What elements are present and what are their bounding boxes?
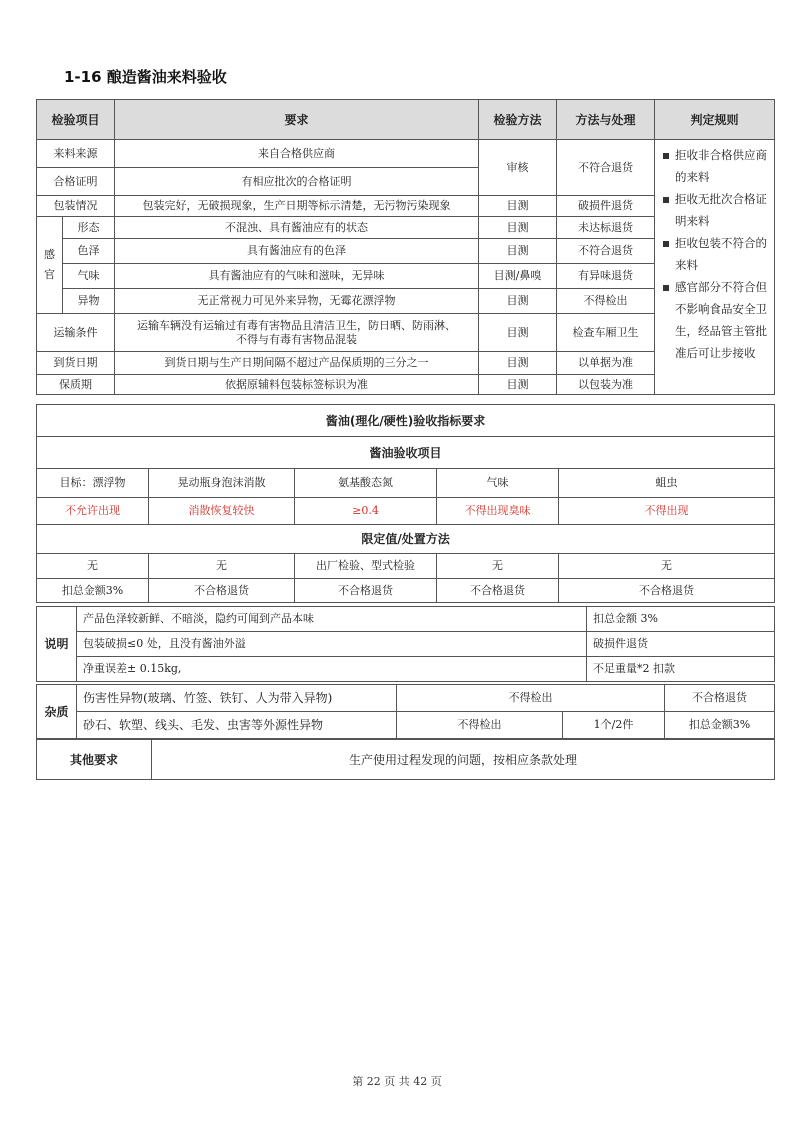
soy-criterion: ≥0.4 (295, 498, 437, 525)
soy-item: 蛆虫 (559, 469, 775, 498)
header-handling: 方法与处理 (557, 100, 655, 140)
page-footer: 第 22 页 共 42 页 (352, 1075, 442, 1088)
sense-group-label: 感官 (37, 217, 63, 314)
req-shape: 不混浊、具有酱油应有的状态 (115, 217, 479, 239)
handle-color: 不符合退货 (557, 239, 655, 264)
table-row (37, 579, 775, 603)
soy-item: 目标：漂浮物 (37, 469, 149, 498)
method-shape: 目测 (479, 217, 557, 239)
other-table (36, 739, 775, 780)
item-foreign: 异物 (63, 289, 115, 314)
handle-audit: 不符合退货 (557, 140, 655, 196)
req-transport-line2: 不得与有毒有害物品混装 (236, 332, 358, 346)
section-title-row (37, 405, 775, 437)
other-label: 其他要求 (37, 740, 152, 780)
method-foreign: 目测 (479, 289, 557, 314)
table-row (37, 607, 775, 632)
limit-value: 出厂检验、型式检验 (295, 554, 437, 579)
handle-smell: 有异味退货 (557, 264, 655, 289)
rule-item: 感官部分不符合但不影响食品安全卫生，经品管主管批准后可让步接收 (663, 276, 770, 364)
item-smell: 气味 (63, 264, 115, 289)
note-text: 产品色泽较新鲜、不暗淡，隐约可闻到产品本味 (77, 607, 587, 632)
method-arrival: 目测 (479, 352, 557, 375)
limit-action: 不合格退货 (149, 579, 295, 603)
item-transport: 运输条件 (37, 314, 115, 352)
soy-section-title: 酱油(理化/硬性)验收指标要求 (37, 405, 775, 437)
notes-label: 说明 (37, 607, 77, 682)
req-foreign: 无正常视力可见外来异物，无霉花漂浮物 (115, 289, 479, 314)
impurity-label: 杂质 (37, 685, 77, 739)
table-row (37, 657, 775, 682)
square-bullet-icon (663, 241, 669, 247)
note-action: 不足重量*2 扣款 (587, 657, 775, 682)
soy-criterion: 不允许出现 (37, 498, 149, 525)
limit-action: 扣总金额3% (37, 579, 149, 603)
req-transport-line1: 运输车辆没有运输过有毒有害物品且清洁卫生，防日晒、防雨淋、 (137, 318, 457, 332)
req-shelf: 依据原辅料包装标签标识为准 (115, 375, 479, 395)
square-bullet-icon (663, 153, 669, 159)
header-item: 检验项目 (37, 100, 115, 140)
table-row (37, 554, 775, 579)
method-transport: 目测 (479, 314, 557, 352)
item-color: 色泽 (63, 239, 115, 264)
soy-criterion: 不得出现臭味 (437, 498, 559, 525)
impurity-action: 扣总金额3% (665, 712, 775, 739)
item-pack: 包装情况 (37, 196, 115, 217)
table-row (37, 469, 775, 498)
section-title-row (37, 525, 775, 554)
method-pack: 目测 (479, 196, 557, 217)
note-action: 破损件退货 (587, 632, 775, 657)
method-shelf: 目测 (479, 375, 557, 395)
inspection-table (36, 99, 775, 395)
req-arrival: 到货日期与生产日期间隔不超过产品保质期的三分之一 (115, 352, 479, 375)
limit-value: 无 (437, 554, 559, 579)
other-text: 生产使用过程发现的问题，按相应条款处理 (152, 740, 775, 780)
table-row (37, 498, 775, 525)
note-text: 包装破损≤0 处，且没有酱油外溢 (77, 632, 587, 657)
req-cert: 有相应批次的合格证明 (115, 168, 479, 196)
handle-shape: 未达标退货 (557, 217, 655, 239)
soy-items-title: 酱油验收项目 (37, 437, 775, 469)
limit-action: 不合格退货 (295, 579, 437, 603)
method-audit: 审核 (479, 140, 557, 196)
table-row (37, 685, 775, 712)
item-shape: 形态 (63, 217, 115, 239)
impurity-action: 不合格退货 (665, 685, 775, 712)
item-arrival: 到货日期 (37, 352, 115, 375)
soy-criterion: 不得出现 (559, 498, 775, 525)
note-text: 净重误差± 0.15kg, (77, 657, 587, 682)
req-source: 来自合格供应商 (115, 140, 479, 168)
limit-title: 限定值/处置方法 (37, 525, 775, 554)
soy-criterion: 消散恢复较快 (149, 498, 295, 525)
limit-action: 不合格退货 (437, 579, 559, 603)
square-bullet-icon (663, 285, 669, 291)
table-row (37, 740, 775, 780)
impurity-text: 砂石、软塑、线头、毛发、虫害等外源性异物 (77, 712, 397, 739)
limit-value: 无 (149, 554, 295, 579)
notes-table (36, 606, 775, 682)
req-transport (115, 314, 479, 352)
table-header-row (37, 100, 775, 140)
req-smell: 具有酱油应有的气味和滋味，无异味 (115, 264, 479, 289)
req-pack: 包装完好，无破损现象，生产日期等标示清楚，无污物污染现象 (115, 196, 479, 217)
handle-foreign: 不得检出 (557, 289, 655, 314)
table-row (37, 712, 775, 739)
item-cert: 合格证明 (37, 168, 115, 196)
section-title-row (37, 437, 775, 469)
rule-item: 拒收无批次合格证明来料 (663, 188, 770, 232)
square-bullet-icon (663, 197, 669, 203)
impurity-detect: 不得检出 (397, 712, 563, 739)
header-rule: 判定规则 (655, 100, 775, 140)
judgement-rules (655, 140, 775, 395)
soy-indicator-table (36, 404, 775, 603)
handle-transport: 检查车厢卫生 (557, 314, 655, 352)
soy-item: 氨基酸态氮 (295, 469, 437, 498)
req-color: 具有酱油应有的色泽 (115, 239, 479, 264)
handle-arrival: 以单据为准 (557, 352, 655, 375)
method-smell: 目测/鼻嗅 (479, 264, 557, 289)
page-title: 1-16 酿造酱油来料验收 (64, 68, 227, 86)
soy-item: 气味 (437, 469, 559, 498)
handle-shelf: 以包装为准 (557, 375, 655, 395)
impurity-table (36, 684, 775, 739)
table-row (37, 632, 775, 657)
note-action: 扣总金额 3% (587, 607, 775, 632)
limit-value: 无 (559, 554, 775, 579)
item-source: 来料来源 (37, 140, 115, 168)
header-method: 检验方法 (479, 100, 557, 140)
impurity-limit: 1个/2件 (563, 712, 665, 739)
handle-pack: 破损件退货 (557, 196, 655, 217)
header-requirement: 要求 (115, 100, 479, 140)
limit-action: 不合格退货 (559, 579, 775, 603)
table-row (37, 140, 775, 168)
rule-item: 拒收非合格供应商的来料 (663, 144, 770, 188)
impurity-text: 伤害性异物(玻璃、竹签、铁钉、人为带入异物) (77, 685, 397, 712)
impurity-detect: 不得检出 (397, 685, 665, 712)
soy-item: 晃动瓶身泡沫消散 (149, 469, 295, 498)
rule-item: 拒收包装不符合的来料 (663, 232, 770, 276)
item-shelf: 保质期 (37, 375, 115, 395)
limit-value: 无 (37, 554, 149, 579)
method-color: 目测 (479, 239, 557, 264)
